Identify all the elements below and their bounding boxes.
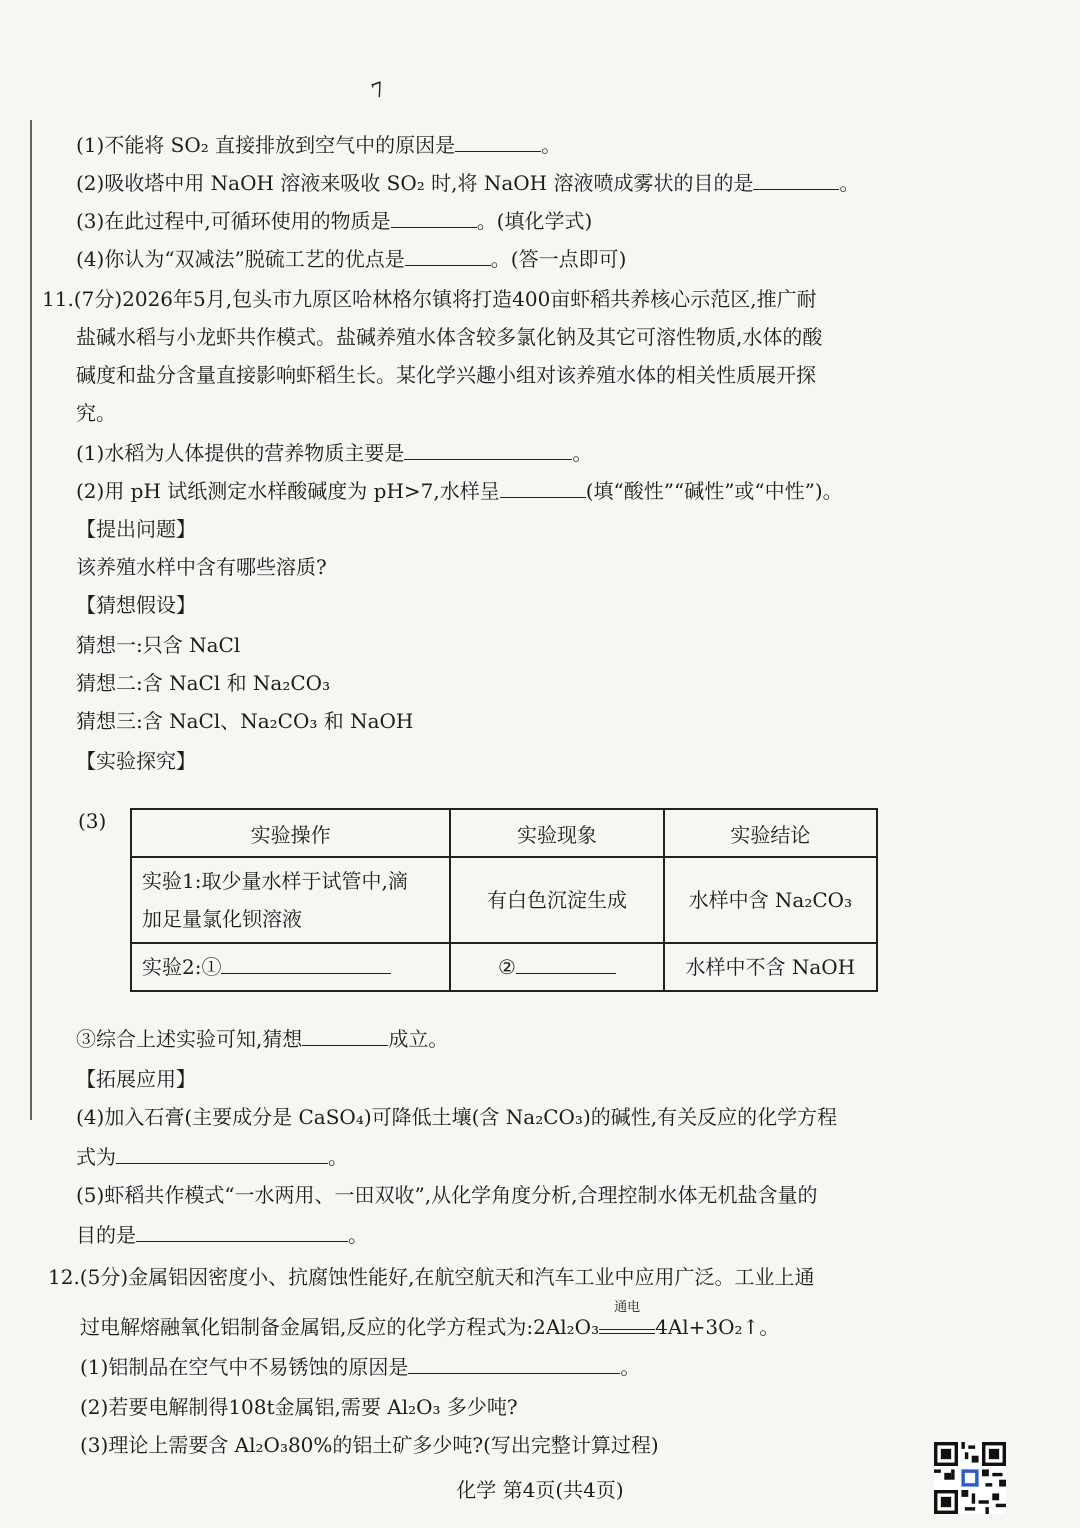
answer-blank[interactable]: [516, 953, 616, 974]
q11-intro-line-3: 碱度和盐分含量直接影响虾稻生长。某化学兴趣小组对该养殖水体的相关性质展开探: [76, 363, 816, 387]
experiment-table: [130, 808, 878, 992]
top-mark: 7: [368, 76, 389, 104]
q12-item-2: (2)若要电解制得108t金属铝,需要 Al₂O₃ 多少吨?: [80, 1395, 518, 1419]
q11-intro-line-4: 究。: [76, 401, 116, 425]
q11-intro-line-1: 11.(7分)2026年5月,包头市九原区哈林格尔镇将打造400亩虾稻共养核心示范区,推广耐: [42, 287, 817, 311]
page-footer: 化学 第4页(共4页): [456, 1478, 624, 1502]
research-question: 该养殖水样中含有哪些溶质?: [76, 555, 327, 579]
q11-item-5-line-2: 目的是 。: [76, 1223, 368, 1247]
q11-item-1: (1)水稻为人体提供的营养物质主要是 。: [76, 441, 593, 465]
hypothesis-3: 猜想三:含 NaCl、Na₂CO₃ 和 NaOH: [76, 709, 414, 733]
answer-blank[interactable]: [116, 1143, 328, 1164]
header-phenomenon: 实验现象: [450, 809, 663, 857]
q11-item-3: ③综合上述实验可知,猜想 成立。: [76, 1027, 449, 1051]
answer-blank[interactable]: [391, 207, 477, 228]
answer-blank[interactable]: [221, 953, 391, 974]
hypothesis-1: 猜想一:只含 NaCl: [76, 633, 241, 657]
q11-intro-line-2: 盐碱水稻与小龙虾共作模式。盐碱养殖水体含较多氯化钠及其它可溶性物质,水体的酸: [76, 325, 823, 349]
cell-operation-1: 实验1:取少量水样于试管中,滴 加足量氯化钡溶液: [131, 857, 450, 943]
q12-item-1: (1)铝制品在空气中不易锈蚀的原因是 。: [80, 1355, 641, 1379]
q12-intro-line-1: 12.(5分)金属铝因密度小、抗腐蚀性能好,在航空航天和汽车工业中应用广泛。工业上通: [48, 1265, 815, 1289]
cell-phenomenon-2: ②: [450, 943, 663, 991]
answer-blank[interactable]: [408, 1353, 620, 1374]
answer-blank[interactable]: [455, 131, 541, 152]
section-heading-hypothesis: 【猜想假设】: [76, 593, 196, 617]
answer-blank[interactable]: [404, 439, 572, 460]
qr-code-icon: [934, 1442, 1006, 1514]
answer-blank[interactable]: [136, 1221, 348, 1242]
q12-item-3: (3)理论上需要含 Al₂O₃80%的铝土矿多少吨?(写出完整计算过程): [80, 1433, 659, 1457]
q10-item-2: (2)吸收塔中用 NaOH 溶液来吸收 SO₂ 时,将 NaOH 溶液喷成雾状的目的是 。: [76, 171, 860, 195]
header-conclusion: 实验结论: [664, 809, 877, 857]
answer-blank[interactable]: [753, 169, 839, 190]
section-heading-experiment: 【实验探究】: [76, 749, 196, 773]
equation-equals-sign: [599, 1329, 655, 1334]
q10-item-1: (1)不能将 SO₂ 直接排放到空气中的原因是 。: [76, 133, 562, 157]
q10-item-3: (3)在此过程中,可循环使用的物质是 。(填化学式): [76, 209, 593, 233]
q11-item-2: (2)用 pH 试纸测定水样酸碱度为 pH>7,水样呈 (填“酸性”“碱性”或“中性”)。: [76, 479, 843, 503]
q12-intro-line-2: 过电解熔融氧化铝制备金属铝,反应的化学方程式为:2Al₂O₃ 通电 4Al+3O₂↑。: [80, 1300, 780, 1339]
table-row: [131, 943, 877, 991]
cell-conclusion-1: 水样中含 Na₂CO₃: [664, 857, 877, 943]
answer-blank[interactable]: [302, 1025, 388, 1046]
table-row: [131, 857, 877, 943]
q11-item-5-line-1: (5)虾稻共作模式“一水两用、一田双收”,从化学角度分析,合理控制水体无机盐含量的: [76, 1183, 818, 1207]
q10-item-4: (4)你认为“双减法”脱硫工艺的优点是 。(答一点即可): [76, 247, 627, 271]
reaction-condition: 通电: [599, 1317, 655, 1334]
table-header-row: [131, 809, 877, 857]
section-heading-question: 【提出问题】: [76, 517, 196, 541]
q11-item-4-line-1: (4)加入石膏(主要成分是 CaSO₄)可降低土壤(含 Na₂CO₃)的碱性,有关反应的化学方程: [76, 1105, 838, 1129]
cell-phenomenon-1: 有白色沉淀生成: [450, 857, 663, 943]
hypothesis-2: 猜想二:含 NaCl 和 Na₂CO₃: [76, 671, 331, 695]
table-question-number: (3): [78, 809, 107, 833]
binding-line: [30, 120, 32, 1120]
cell-operation-2: 实验2:①: [131, 943, 450, 991]
answer-blank[interactable]: [500, 477, 586, 498]
answer-blank[interactable]: [405, 245, 491, 266]
header-operation: 实验操作: [131, 809, 450, 857]
cell-conclusion-2: 水样中不含 NaOH: [664, 943, 877, 991]
section-heading-extension: 【拓展应用】: [76, 1067, 196, 1091]
q11-item-4-line-2: 式为 。: [76, 1145, 348, 1169]
